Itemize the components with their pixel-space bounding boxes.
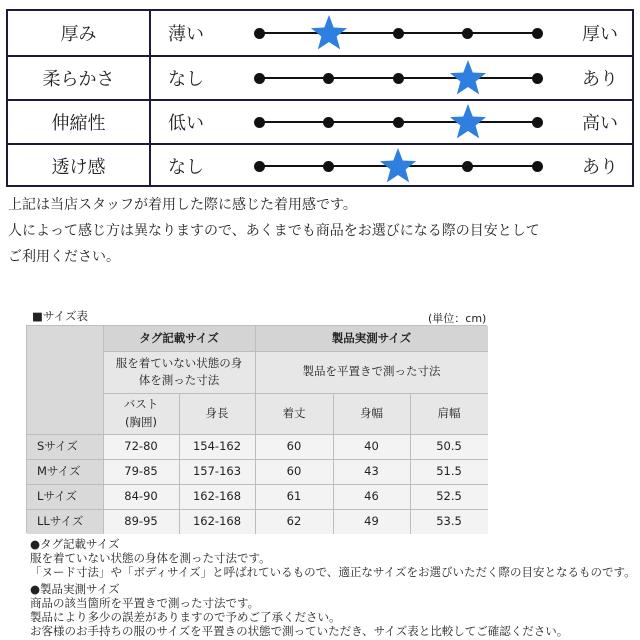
group-header-actual: 製品実測サイズ [255,326,488,351]
size-corner-cell [27,326,103,434]
feel-high-label: 高い [582,113,618,134]
scale-dot [323,161,334,172]
feel-low-label: 低い [168,113,204,134]
grid-divider [103,326,104,534]
footnote-heading: ●タグ記載サイズ [30,537,120,551]
star-icon [378,146,418,186]
size-cell: 154-162 [179,434,255,459]
scale-dot [393,73,404,84]
scale-dot [323,117,334,128]
star-icon [448,102,488,142]
footnote-line: お客様のお手持ちの服のサイズを平置きの状態で測っていただき、サイズ表と比較してご確認ください。 [30,624,569,638]
size-row-label: Mサイズ [27,459,103,484]
size-cell: 89-95 [103,509,179,534]
size-table-unit: (単位：cm) [428,312,487,325]
feel-low-label: なし [168,157,204,178]
feel-high-label: あり [582,69,618,90]
scale-dot [462,161,473,172]
size-cell: 62 [255,509,333,534]
feel-row-stretch [8,99,632,143]
footnote-line: 製品により多少の誤差がありますので予めご了承ください。 [30,610,341,624]
feel-scale [253,11,543,55]
size-cell: 40 [333,434,410,459]
grid-divider [27,484,488,485]
size-table [26,325,487,533]
scale-dot [254,161,265,172]
grid-divider [27,509,488,510]
scale-dot [532,28,543,39]
footnote-line: 「ヌード寸法」や「ボディサイズ」と呼ばれているもので、適正なサイズをお選びいただく際の目安となるものです。 [30,565,636,579]
scale-dot [254,73,265,84]
size-cell: 61 [255,484,333,509]
feel-row-sheerness [8,143,632,187]
feel-low-label: なし [168,69,204,90]
feel-scale [253,101,543,143]
group-header-tag: タグ記載サイズ [103,326,255,351]
size-cell: 60 [255,459,333,484]
column-header: 身幅 [333,393,410,434]
size-table-title: ■サイズ表 [32,309,88,323]
grid-divider [410,393,411,534]
column-header: 着丈 [255,393,333,434]
size-cell: 43 [333,459,410,484]
feel-row-softness [8,55,632,99]
scale-dot [323,73,334,84]
size-cell: 52.5 [410,484,488,509]
grid-divider [179,393,180,534]
grid-divider [103,351,488,352]
scale-dot [254,28,265,39]
footnote-line: 商品の該当箇所を平置きで測った寸法です。 [30,596,260,610]
feel-label: 伸縮性 [8,101,151,143]
star-icon [448,58,488,98]
size-cell: 79-85 [103,459,179,484]
size-cell: 50.5 [410,434,488,459]
group-desc-actual: 製品を平置きで測った寸法 [255,351,488,393]
feel-high-label: あり [582,157,618,178]
feel-high-label: 厚い [582,24,618,45]
note-line: 上記は当店スタッフが着用した際に感じた着用感です。 [8,197,357,213]
star-icon [309,13,349,53]
scale-dot [532,161,543,172]
size-cell: 72-80 [103,434,179,459]
feel-label: 柔らかさ [8,57,151,99]
scale-dot [254,117,265,128]
feel-scale [253,57,543,99]
size-row-label: LLサイズ [27,509,103,534]
column-header: バスト(胸囲) [103,393,179,434]
note-line: 人によって感じ方は異なりますので、あくまでも商品をお選びになる際の目安として [8,223,540,239]
size-row-label: Lサイズ [27,484,103,509]
group-desc-tag: 服を着ていない状態の身体を測った寸法 [103,351,255,393]
grid-divider [27,434,488,435]
scale-dot [532,73,543,84]
size-cell: 49 [333,509,410,534]
size-cell: 51.5 [410,459,488,484]
column-header: 身長 [179,393,255,434]
feel-label: 透け感 [8,145,151,187]
feel-table [6,9,634,187]
scale-dot [462,28,473,39]
grid-divider [103,393,488,394]
feel-row-thickness [8,11,632,55]
size-cell: 162-168 [179,509,255,534]
size-row-label: Sサイズ [27,434,103,459]
footnote-heading: ●製品実測サイズ [30,582,120,596]
size-cell: 162-168 [179,484,255,509]
footnote-line: 服を着ていない状態の身体を測った寸法です。 [30,551,271,565]
feel-scale [253,145,543,187]
note-line: ご利用ください。 [8,249,120,265]
feel-label: 厚み [8,11,151,55]
column-header: 肩幅 [410,393,488,434]
size-cell: 53.5 [410,509,488,534]
feel-low-label: 薄い [168,24,204,45]
scale-dot [393,117,404,128]
scale-dot [532,117,543,128]
grid-divider [255,326,256,534]
grid-divider [333,393,334,534]
size-cell: 157-163 [179,459,255,484]
scale-dot [393,28,404,39]
size-cell: 84-90 [103,484,179,509]
size-cell: 60 [255,434,333,459]
grid-divider [27,459,488,460]
size-cell: 46 [333,484,410,509]
